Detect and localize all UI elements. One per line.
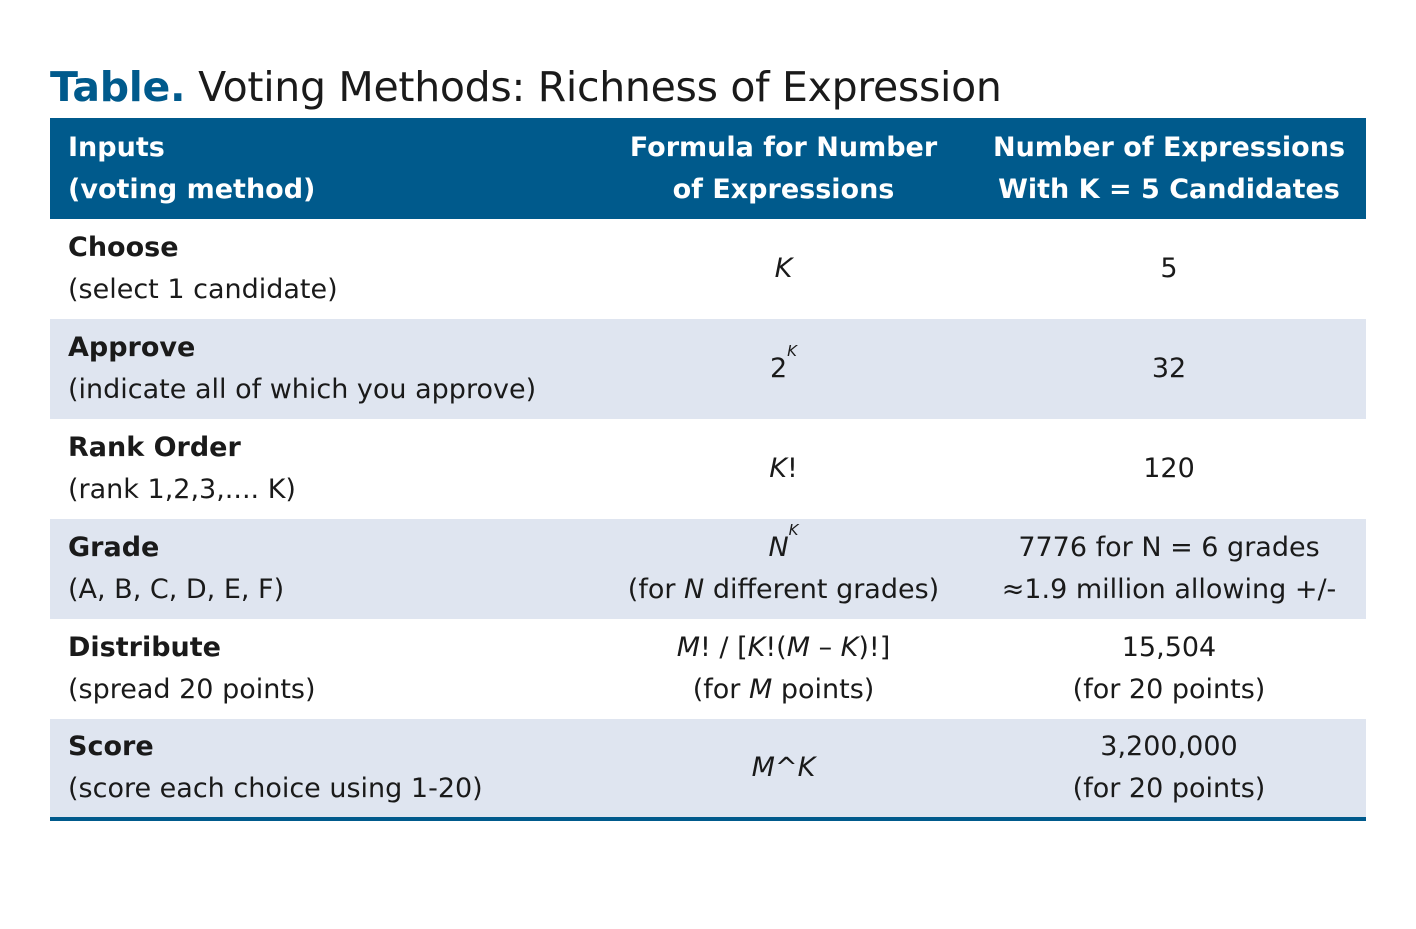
formula-expression: K [774,253,793,284]
count-value: 5 [1160,253,1178,284]
method-name: Choose [68,232,179,263]
method-cell [50,319,595,419]
count-note: (for 20 points) [1072,674,1266,705]
formula-cell [595,619,972,719]
table-row [50,719,1366,819]
method-description: (A, B, C, D, E, F) [68,574,285,605]
formula-cell [595,319,972,419]
method-description: (select 1 candidate) [68,274,338,305]
formula-expression: K! [769,453,798,484]
table-row [50,619,1366,719]
table-title-label: Table. [50,63,186,111]
count-cell [972,219,1366,319]
header-inputs [50,118,595,219]
method-cell [50,619,595,719]
count-cell [972,719,1366,819]
method-name: Score [68,731,154,762]
voting-methods-table [50,118,1366,821]
table-header [50,118,1366,219]
count-note: (for 20 points) [1072,773,1266,804]
table-row [50,519,1366,619]
count-cell [972,519,1366,619]
count-note: ≈1.9 million allowing +/- [1001,574,1337,605]
method-description: (rank 1,2,3,.... K) [68,474,296,505]
table-row [50,319,1366,419]
header-formula-line2: of Expressions [672,173,895,205]
formula-note: (for M points) [692,674,875,705]
formula-cell [595,519,972,619]
method-name: Distribute [68,632,221,663]
table-title-text: Voting Methods: Richness of Expression [198,63,1002,111]
count-value: 15,504 [1121,632,1217,663]
header-formula-line1: Formula for Number [629,131,938,163]
table-row [50,219,1366,319]
method-description: (spread 20 points) [68,674,316,705]
formula-expression: $N^K$ [768,521,799,563]
count-value: 32 [1151,353,1187,384]
header-count-line1: Number of Expressions [992,131,1346,163]
header-count [972,118,1366,219]
method-cell [50,519,595,619]
formula-expression: M^K [751,752,816,783]
count-cell [972,419,1366,519]
table-body [50,219,1366,819]
method-name: Rank Order [68,432,241,463]
formula-expression: $2^K$ [769,342,798,384]
formula-cell [595,219,972,319]
method-description: (indicate all of which you approve) [68,374,537,405]
formula-cell [595,419,972,519]
count-value: 3,200,000 [1100,731,1238,762]
header-inputs-line2: (voting method) [68,173,316,205]
method-name: Grade [68,532,160,563]
count-value: 120 [1143,453,1195,484]
formula-expression: M! / [K!(M – K)!] [676,632,891,663]
method-cell [50,419,595,519]
table-title [50,60,1002,114]
table-row [50,419,1366,519]
header-count-line2: With K = 5 Candidates [998,173,1340,205]
method-name: Approve [68,332,196,363]
count-value: 7776 for N = 6 grades [1018,532,1320,563]
formula-cell [595,719,972,819]
header-inputs-line1: Inputs [68,131,165,163]
formula-note: (for N different grades) [627,574,940,605]
header-row [50,118,1366,219]
method-description: (score each choice using 1-20) [68,773,483,804]
count-cell [972,619,1366,719]
header-formula [595,118,972,219]
method-cell [50,219,595,319]
method-cell [50,719,595,819]
count-cell [972,319,1366,419]
